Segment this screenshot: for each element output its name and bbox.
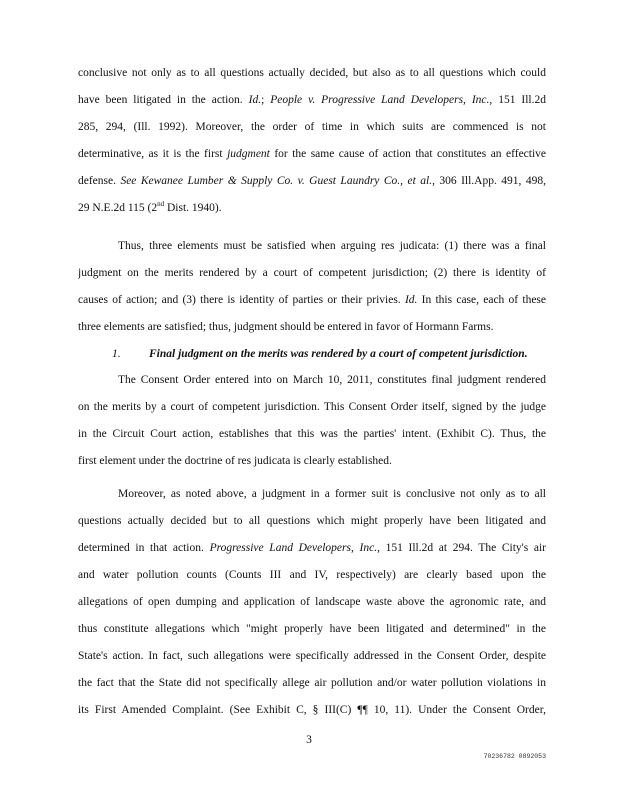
text-segment: defense. (78, 175, 116, 187)
text-line: the fact that the State did not specifically allege air pollution and/or water pollution violations in (78, 677, 546, 689)
citation: Id. (248, 94, 262, 106)
text-line: State's action. In fact, such allegations were specifically addressed in the Consent Order, despite (78, 650, 546, 662)
section-heading: Final judgment on the merits was rendered by a court of competent jurisdiction. (149, 348, 528, 360)
text-line (78, 93, 546, 107)
text-line: thus constitute allegations which "might properly have been litigated and determined" in the (78, 623, 546, 635)
section-number: 1. (112, 348, 121, 360)
page-number: 3 (306, 734, 312, 746)
text-line: on the merits by a court of competent jurisdiction. This Consent Order itself, signed by the judge (78, 401, 546, 413)
text-line (78, 201, 546, 215)
text-line (78, 541, 546, 555)
text-segment: , 151 Ill.2d at 294. The City's air (377, 542, 546, 554)
text-segment: , 306 Ill.App. 491, 498, (432, 175, 546, 187)
citation: See Kewanee Lumber & Supply Co. v. Guest Laundry Co., et al. (120, 175, 433, 187)
text-line (78, 293, 546, 307)
citation: People v. Progressive Land Developers, Inc. (270, 94, 490, 106)
text-line: allegations of open dumping and application of landscape waste above the agronomic rate, and (78, 596, 546, 608)
text-segment: have been litigated in the action. (78, 94, 243, 106)
citation: Progressive Land Developers, Inc. (209, 542, 378, 554)
text-line: conclusive not only as to all questions actually decided, but also as to all questions which could (78, 67, 546, 79)
superscript: nd (157, 201, 165, 209)
emphasis: judgment (227, 148, 270, 160)
text-segment: for the same cause of action that constitutes an effective (269, 148, 546, 160)
text-line: judgment on the merits rendered by a court of competent jurisdiction; (2) there is identity of (78, 267, 546, 279)
text-line: 285, 294, (Ill. 1992). Moreover, the order of time in which suits are commenced is not (78, 121, 546, 133)
text-segment: In this case, each of these (417, 294, 546, 306)
text-line: first element under the doctrine of res judicata is clearly established. (78, 455, 392, 467)
text-line: questions actually decided but to all questions which might properly have been litigated and (78, 515, 546, 527)
text-line: and water pollution counts (Counts III and IV, respectively) are clearly based upon the (78, 569, 546, 581)
text-line: The Consent Order entered into on March 10, 2011, constitutes final judgment rendered (118, 374, 546, 386)
text-line: its First Amended Complaint. (See Exhibit C, § III(C) ¶¶ 10, 11). Under the Consent Order, (78, 704, 546, 716)
text-line (78, 147, 546, 161)
text-line: three elements are satisfied; thus, judgment should be entered in favor of Hormann Farms. (78, 321, 494, 333)
text-line: in the Circuit Court action, establishes that this was the parties' intent. (Exhibit C). Thus, the (78, 428, 546, 440)
text-segment: ; (261, 94, 271, 106)
text-segment: 29 N.E.2d 115 (2 (78, 202, 158, 214)
text-segment: determined in that action. (78, 542, 204, 554)
text-line (78, 174, 546, 188)
text-line: Thus, three elements must be satisfied when arguing res judicata: (1) there was a final (118, 240, 546, 252)
text-line: Moreover, as noted above, a judgment in a former suit is conclusive not only as to all (118, 488, 546, 500)
text-segment: Dist. 1940). (164, 202, 222, 214)
document-id: 70236782 0892053 (483, 753, 546, 760)
text-segment: determinative, as it is the first (78, 148, 223, 160)
text-segment: causes of action; and (3) there is identity of parties or their privies. (78, 294, 401, 306)
text-segment: , 151 Ill.2d (489, 94, 546, 106)
citation: Id. (404, 294, 418, 306)
